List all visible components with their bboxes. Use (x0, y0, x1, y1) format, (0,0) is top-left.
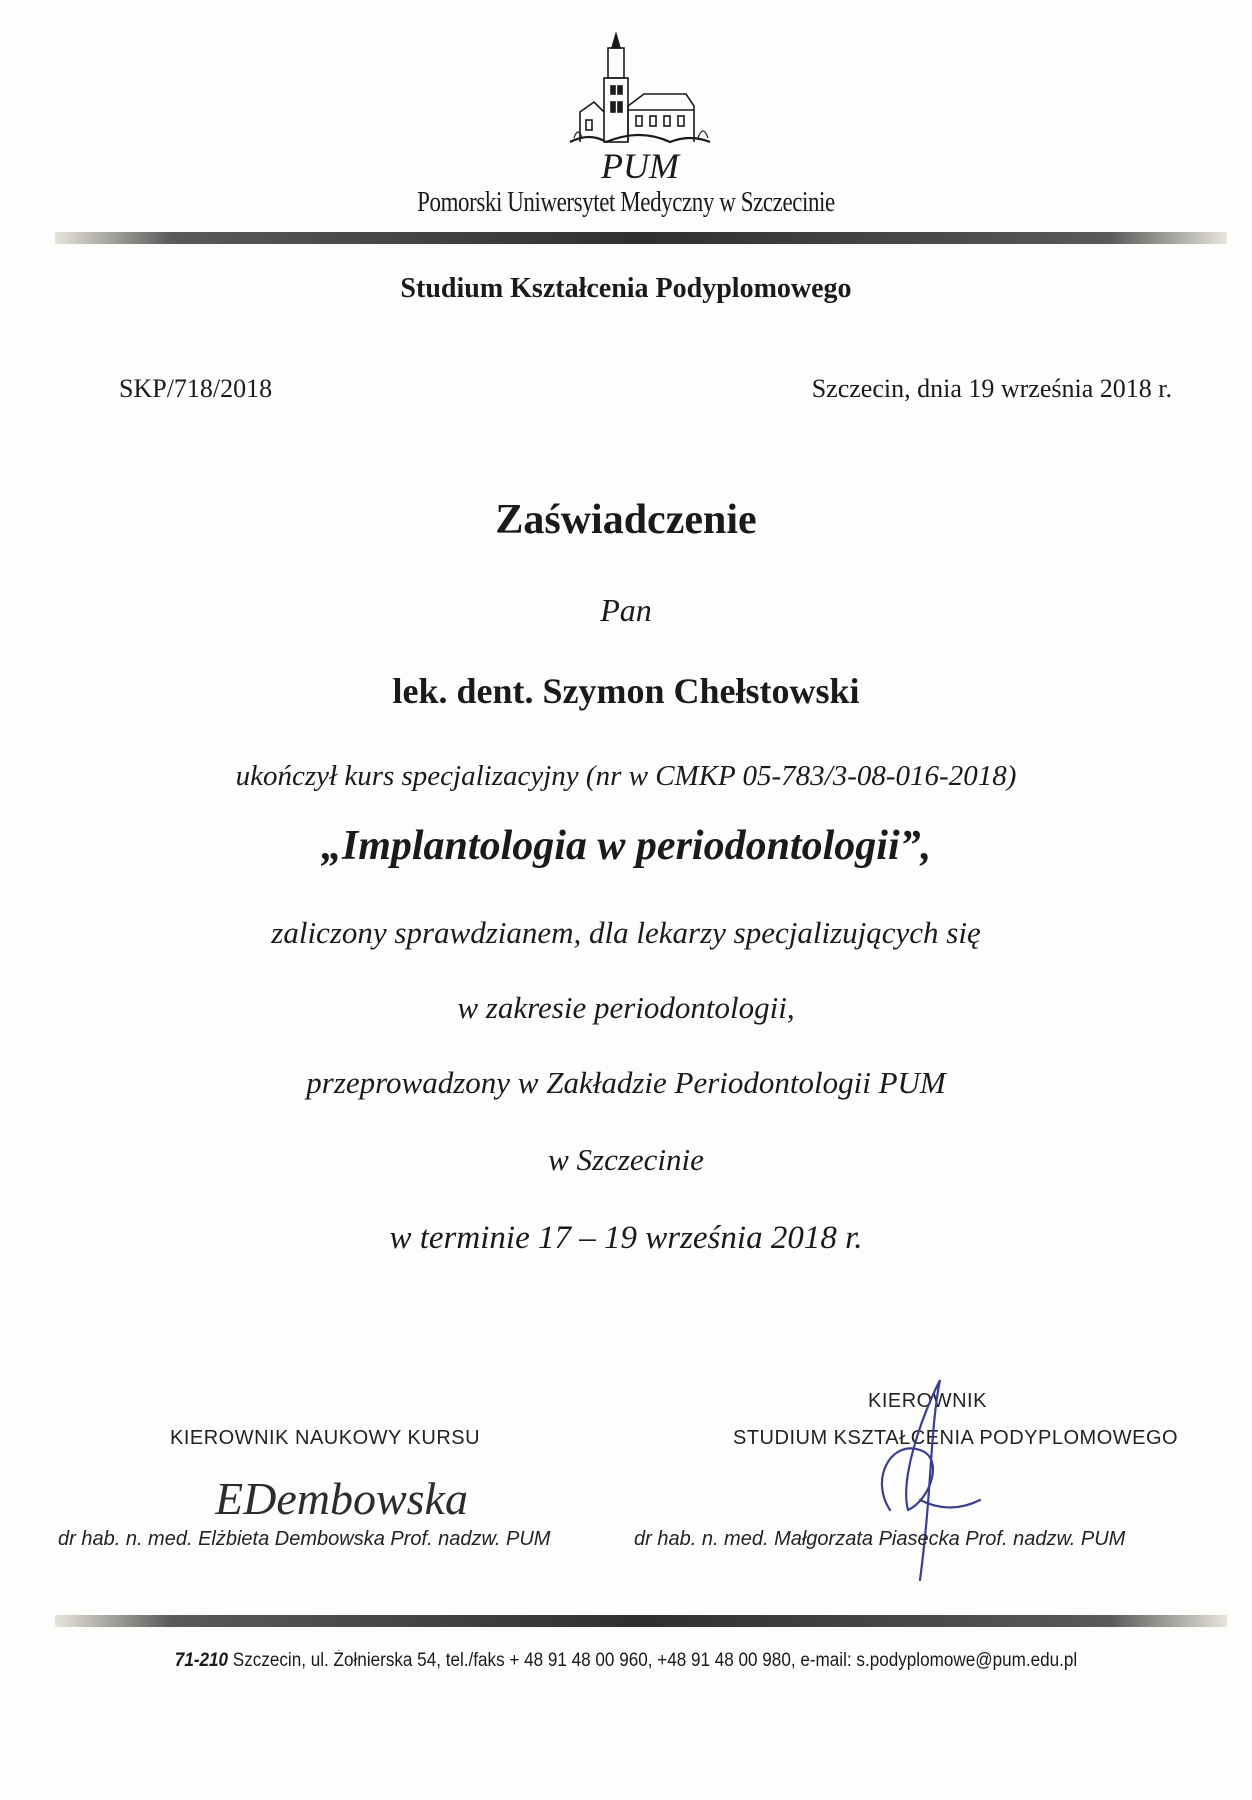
pum-logo-emblem (560, 28, 720, 188)
department-name: Studium Kształcenia Podyplomowego (400, 273, 852, 304)
reference-number: SKP/718/2018 (119, 374, 273, 403)
term-line: w terminie 17 – 19 września 2018 r. (389, 1220, 863, 1256)
course-name: „Implantologia w periodontologii”, (320, 823, 932, 869)
footer-divider (55, 1615, 1227, 1627)
header-divider (55, 232, 1227, 244)
signature-text: EDembowska (215, 1473, 468, 1524)
university-name: Pomorski Uniwersytet Medyczny w Szczecinie (417, 187, 835, 218)
university-logo (560, 28, 720, 188)
right-signatory-name: dr hab. n. med. Małgorzata Piasecka Prof. nadzw. PUM (634, 1528, 1126, 1550)
city-line: w Szczecinie (548, 1142, 704, 1177)
salutation: Pan (600, 592, 652, 628)
completion-line: ukończył kurs specjalizacyjny (nr w CMKP 05-783/3-08-016-2018) (235, 760, 1017, 792)
right-signatory-role-line1: KIEROWNIK (868, 1390, 987, 1412)
logo-lettering: PUM (601, 146, 679, 186)
right-signatory-role-line2: STUDIUM KSZTAŁCENIA PODYPLOMOWEGO (733, 1427, 1179, 1449)
footer-postcode: 71-210 (174, 1650, 229, 1671)
left-signatory-name: dr hab. n. med. Elżbieta Dembowska Prof. nadzw. PUM (58, 1528, 551, 1550)
recipient-name: lek. dent. Szymon Chełstowski (392, 671, 860, 711)
scope-line: w zakresie periodontologii, (457, 990, 795, 1025)
left-handwritten-signature (215, 1462, 505, 1532)
footer-address: Szczecin, ul. Żołnierska 54, tel./faks + 48 91 48 00 960, +48 91 48 00 980, e-mail: s.podyplomowe@pum.edu.pl (228, 1650, 1078, 1671)
left-signatory-role: KIEROWNIK NAUKOWY KURSU (170, 1427, 481, 1449)
place-line: przeprowadzony w Zakładzie Periodontologii PUM (306, 1065, 946, 1100)
place-date: Szczecin, dnia 19 września 2018 r. (811, 374, 1172, 403)
exam-line: zaliczony sprawdzianem, dla lekarzy specjalizujących się (271, 915, 981, 950)
document-title: Zaświadczenie (495, 497, 757, 543)
footer-contact (63, 1650, 1190, 1672)
right-handwritten-signature (860, 1360, 990, 1600)
